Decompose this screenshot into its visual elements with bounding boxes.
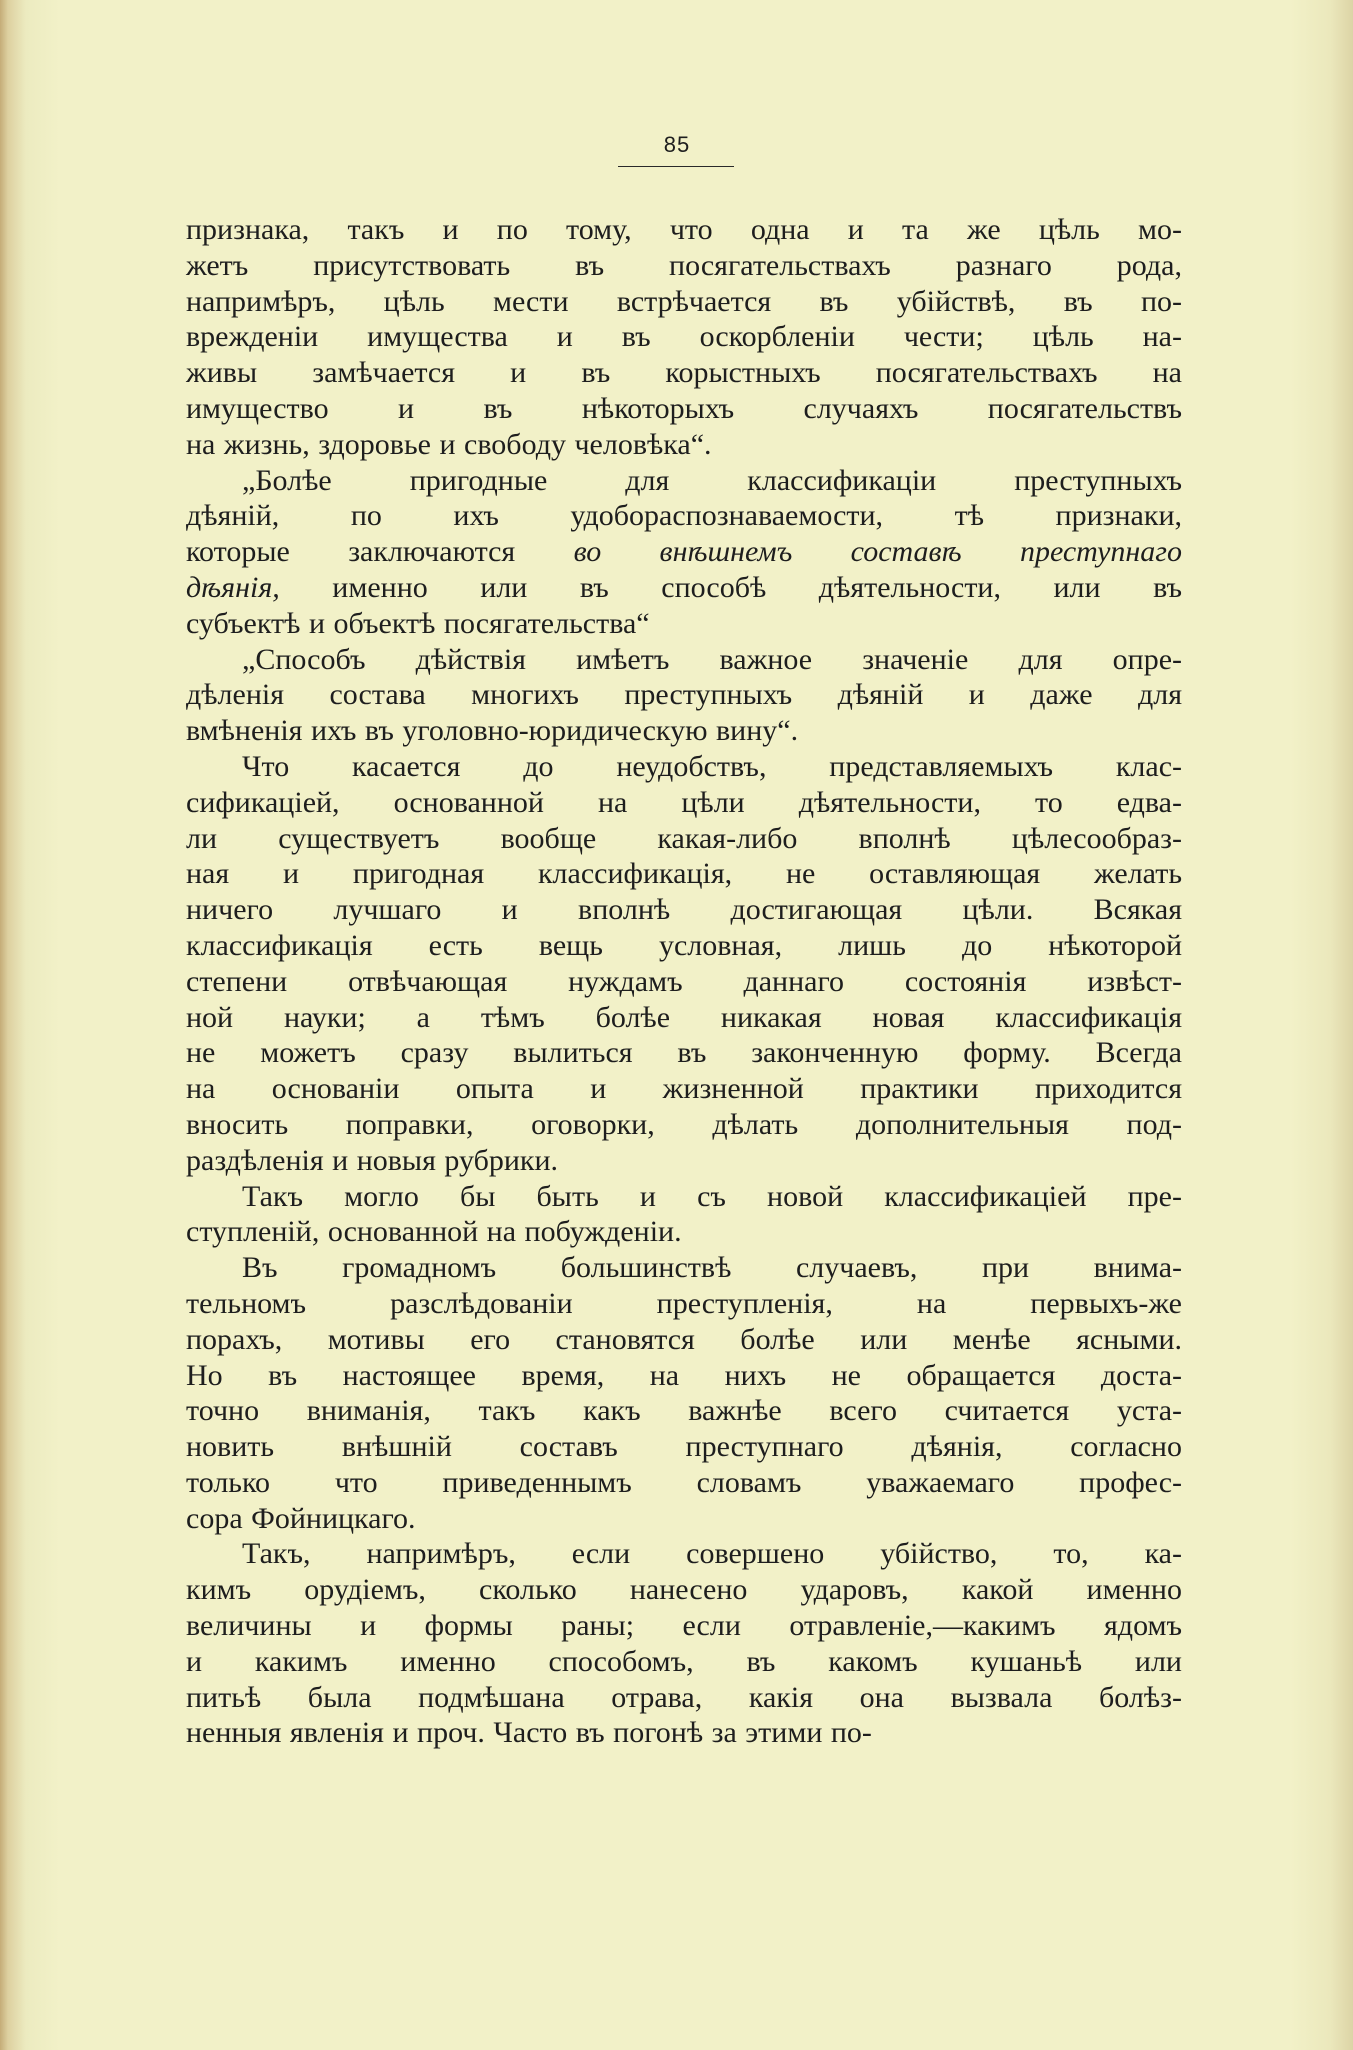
text-run: на жизнь, здоровье и свободу человѣка“. [186,427,712,461]
paragraph-p7 [186,1536,1182,1751]
text-run: степени отвѣчающая нуждамъ даннаго состоянія извѣст- [186,964,1182,998]
text-line [186,856,1182,892]
text-run: кимъ орудіемъ, сколько нанесено ударовъ, какой именно [186,1573,1182,1607]
text-run: сификаціей, основанной на цѣли дѣятельности, то едва- [186,785,1182,819]
text-line [186,606,1182,642]
text-line [186,1286,1182,1322]
text-line [186,677,1182,713]
text-run: именно или въ способѣ дѣятельности, или въ [279,570,1182,604]
text-line [186,1572,1182,1608]
text-run: признака, такъ и по тому, что одна и та же цѣль мо- [186,213,1182,246]
text-run: имущество и въ нѣкоторыхъ случаяхъ посягательствъ [186,391,1182,425]
text-run: порахъ, мотивы его становятся болѣе или менѣе ясными. [186,1322,1182,1356]
text-run: которые заключаются [186,535,574,569]
text-line [186,212,1182,248]
text-line [186,1715,1182,1751]
text-line [186,1358,1182,1394]
text-line [186,1465,1182,1501]
text-line [186,928,1182,964]
text-run: классификація есть вещь условная, лишь до нѣкоторой [186,928,1182,962]
paragraph-p2 [186,463,1182,642]
text-line [186,892,1182,928]
text-line [186,1393,1182,1429]
italic-text: во внѣшнемъ составѣ преступнаго [573,535,1182,569]
text-run: не можетъ сразу вылиться въ законченную форму. Всегда [186,1036,1182,1070]
text-run: величины и формы раны; если отравленіе,—какимъ ядомъ [186,1609,1182,1643]
text-line [186,1680,1182,1716]
paragraph-p4 [186,749,1182,1179]
text-run: субъектѣ и объектѣ посягательства“ [186,606,650,640]
text-line [186,1322,1182,1358]
text-line [186,391,1182,427]
text-line [186,284,1182,320]
text-line [186,1536,1182,1572]
text-run: ной науки; а тѣмъ болѣе никакая новая классификація [186,1000,1182,1034]
text-run: напримѣръ, цѣль мести встрѣчается въ убійствѣ, въ по- [186,284,1182,318]
text-run: тельномъ разслѣдованіи преступленія, на первыхъ-же [186,1286,1182,1320]
text-run: ступленій, основанной на побужденіи. [186,1215,682,1249]
paragraph-p5 [186,1179,1182,1251]
text-run: Что касается до неудобствъ, представляемыхъ клас- [242,749,1182,783]
text-run: жетъ присутствовать въ посягательствахъ разнаго рода, [186,248,1182,282]
text-run: „Способъ дѣйствія имѣетъ важное значеніе для опре- [242,642,1182,676]
text-run: и какимъ именно способомъ, въ какомъ кушаньѣ или [186,1644,1182,1678]
text-run: „Болѣе пригодные для классификаціи преступныхъ [242,463,1182,497]
text-line [186,1107,1182,1143]
text-line [186,1429,1182,1465]
text-run: сора Фойницкаго. [186,1501,416,1535]
text-line [186,355,1182,391]
text-run: живы замѣчается и въ корыстныхъ посягательствахъ на [186,356,1182,390]
text-run: Въ громадномъ большинствѣ случаевъ, при внима- [242,1251,1182,1285]
text-run: ничего лучшаго и вполнѣ достигающая цѣли. Всякая [186,893,1182,927]
page-number-rule [618,166,734,167]
paragraph-p1 [186,212,1182,463]
text-run: вмѣненія ихъ въ уголовно-юридическую вину“. [186,714,799,748]
text-run: новить внѣшній составъ преступнаго дѣянія, согласно [186,1430,1182,1464]
text-line [186,463,1182,499]
text-line [186,964,1182,1000]
text-run: дѣленія состава многихъ преступныхъ дѣяній и даже для [186,678,1182,712]
text-line [186,749,1182,785]
text-run: ненныя явленія и проч. Часто въ погонѣ за этими по- [186,1716,872,1750]
text-run: Такъ могло бы быть и съ новой классификаціей пре- [242,1179,1182,1213]
text-run: на основаніи опыта и жизненной практики приходится [186,1072,1182,1106]
text-run: ная и пригодная классификація, не оставляющая желать [186,857,1182,891]
text-run: только что приведеннымъ словамъ уважаемаго профес- [186,1465,1182,1499]
text-line [186,1214,1182,1250]
italic-text: дѣянія, [186,570,280,604]
text-line [186,534,1182,570]
text-line [186,248,1182,284]
text-run: питьѣ была подмѣшана отрава, какія она вызвала болѣз- [186,1680,1182,1714]
page-number: 85 [663,132,691,157]
text-run: ли существуетъ вообще какая-либо вполнѣ цѣлесообраз- [186,821,1182,855]
body-text [186,212,1182,1751]
text-line [186,1644,1182,1680]
text-line [186,498,1182,534]
text-line [186,427,1182,463]
text-run: врежденіи имущества и въ оскорбленіи чести; цѣль на- [186,320,1182,354]
text-line [186,1143,1182,1179]
text-line [186,1608,1182,1644]
text-line [186,1071,1182,1107]
paragraph-p6 [186,1250,1182,1536]
text-line [186,821,1182,857]
text-line [186,785,1182,821]
text-line [186,1179,1182,1215]
text-run: вносить поправки, оговорки, дѣлать дополнительныя под- [186,1107,1182,1141]
text-run: раздѣленія и новыя рубрики. [186,1143,559,1177]
text-line [186,713,1182,749]
text-line [186,1035,1182,1071]
text-line [186,1000,1182,1036]
text-line [186,570,1182,606]
text-line [186,319,1182,355]
text-run: Но въ настоящее время, на нихъ не обращается доста- [186,1358,1182,1392]
text-line [186,642,1182,678]
paragraph-p3 [186,642,1182,749]
text-line [186,1501,1182,1537]
text-run: дѣяній, по ихъ удобораспознаваемости, тѣ признаки, [186,499,1182,533]
text-line [186,1250,1182,1286]
text-run: точно вниманія, такъ какъ важнѣе всего считается уста- [186,1394,1182,1428]
text-run: Такъ, напримѣръ, если совершено убійство, то, ка- [242,1537,1182,1571]
